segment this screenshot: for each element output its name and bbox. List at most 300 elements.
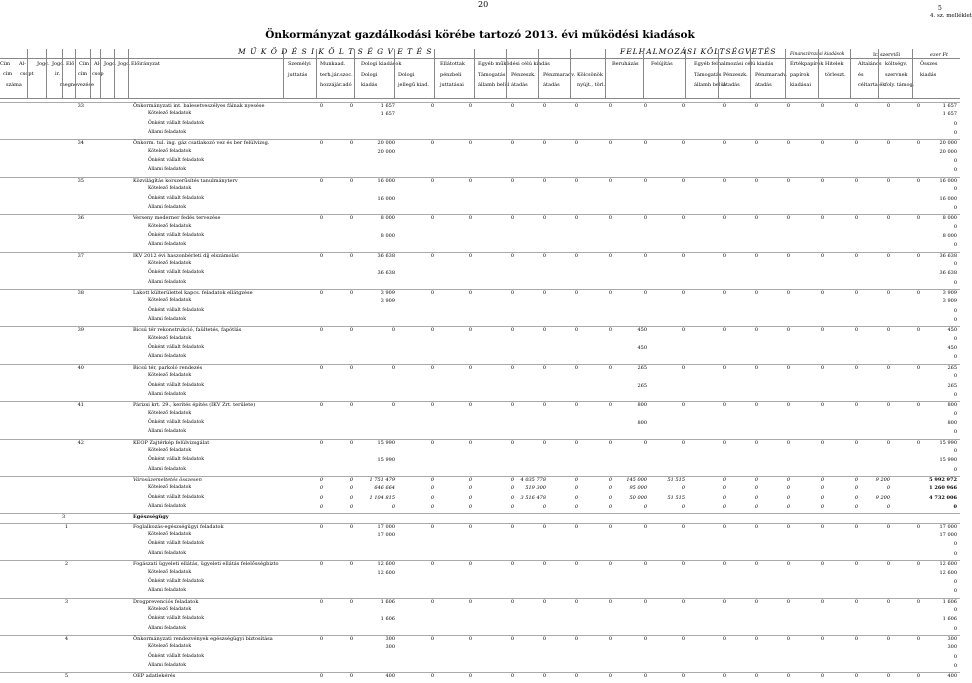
sub-value: 1 606	[380, 616, 395, 623]
row-label: Önkormányzati int. balesetveszélyes fáinak nyesése	[133, 103, 265, 109]
table-cell: 17 000	[377, 523, 395, 530]
sub-value: 8 000	[380, 232, 395, 239]
table-cell: 0	[574, 598, 578, 605]
table-cell: 0	[886, 215, 890, 222]
table-cell: 0	[430, 485, 434, 492]
sub-value: 16 000	[377, 195, 395, 202]
table-cell: 0	[722, 103, 726, 109]
table-cell: 51 515	[667, 477, 685, 483]
table-cell: 0	[722, 485, 726, 492]
table-cell: 0	[468, 673, 472, 680]
header-col-label: terh.jár.szoc.	[320, 71, 353, 78]
table-cell: 0	[574, 364, 578, 371]
sub-label: Állami feladatok	[148, 391, 186, 397]
sub-label: Állami feladatok	[148, 588, 186, 594]
table-cell: 0	[608, 140, 612, 147]
sub-total: 8 000	[942, 232, 957, 239]
sub-label: Kötelező feladatok	[148, 148, 192, 154]
table-row	[0, 616, 960, 625]
table-cell: 0	[510, 598, 514, 605]
row-number: 42	[77, 439, 84, 446]
table-row	[0, 448, 960, 457]
sub-total: 0	[953, 204, 957, 211]
header-left-col: Jogc.	[104, 61, 117, 67]
table-row	[0, 672, 960, 682]
table-cell: 0	[722, 504, 726, 511]
table-cell: 0	[786, 477, 790, 483]
table-cell: 0	[916, 177, 920, 184]
sub-total: 20 000	[939, 148, 957, 155]
sub-total: 0	[953, 130, 957, 137]
table-cell: 0	[786, 177, 790, 184]
table-cell: 0	[319, 494, 323, 501]
table-cell: 0	[886, 561, 890, 568]
sub-total: 36 638	[939, 270, 957, 277]
header-szama: száma	[6, 82, 22, 88]
table-cell: 8 000	[380, 215, 395, 222]
table-cell: 0	[319, 673, 323, 680]
table-cell: 0	[510, 364, 514, 371]
header-col-label: Dologi	[398, 71, 415, 78]
table-cell: 0	[349, 504, 353, 511]
table-cell: 0	[608, 598, 612, 605]
header-col-label: Pénzmaradv.	[755, 71, 788, 78]
table-cell: 0	[430, 402, 434, 409]
table-cell: 51 515	[667, 494, 685, 501]
sub-label: Állami feladatok	[148, 130, 186, 136]
row-label: Drogprevenciós feladatok	[133, 598, 199, 605]
table-cell: 4 035 778	[520, 477, 546, 483]
table-cell: 0	[786, 290, 790, 296]
table-cell: 0	[542, 523, 546, 530]
table-cell: 0	[468, 215, 472, 222]
sub-label: Állami feladatok	[148, 204, 186, 210]
sub-label: Kötelező feladatok	[148, 260, 192, 266]
row-label: Fogászati ügyeleti ellátás, ügyeleti ellátás felelősségbizto	[133, 561, 279, 568]
table-cell: 0	[319, 103, 323, 109]
sub-label: Állami feladatok	[148, 242, 186, 248]
table-cell: 0	[430, 364, 434, 371]
table-cell: 0	[510, 252, 514, 259]
table-cell: 0	[319, 504, 323, 511]
sub-total: 12 600	[939, 569, 957, 576]
table-row	[0, 196, 960, 205]
table-cell: 0	[854, 140, 858, 147]
table-cell: 0	[574, 327, 578, 334]
table-cell: 0	[722, 439, 726, 446]
table-cell: 0	[608, 215, 612, 222]
row-total: 265	[947, 364, 957, 371]
table-cell: 0	[886, 402, 890, 409]
table-cell: 0	[754, 252, 758, 259]
row-label: Önkormányzati rendezvények egészségügyi biztosítása	[133, 635, 273, 642]
header-col-label: Általános	[858, 61, 882, 67]
table-row	[0, 336, 960, 345]
table-cell: 0	[886, 485, 890, 492]
sub-total: 0	[953, 447, 957, 454]
table-cell: 0	[319, 177, 323, 184]
header-col-label: kiadás	[920, 71, 937, 78]
sub-value: 20 000	[377, 148, 395, 155]
table-cell: 0	[916, 290, 920, 296]
sub-total: 265	[947, 382, 957, 389]
table-cell: 0	[681, 523, 685, 530]
table-row	[0, 504, 960, 513]
table-cell: 0	[608, 635, 612, 642]
table-cell: 0	[468, 327, 472, 334]
sub-value: 36 638	[377, 270, 395, 277]
header-col-label: kiadás	[361, 82, 378, 88]
table-cell: 0	[754, 215, 758, 222]
table-cell: 0	[786, 215, 790, 222]
section-number: 3	[62, 514, 66, 521]
sub-total: 3 909	[942, 298, 957, 305]
header-col-label: céltartalék	[858, 82, 886, 88]
table-cell: 0	[820, 103, 824, 109]
table-cell: 0	[349, 140, 353, 147]
row-number: 39	[77, 327, 84, 334]
table-cell: 0	[786, 364, 790, 371]
header-col-label: nyújt., törl.	[577, 82, 606, 88]
table-row	[0, 495, 960, 504]
table-cell: 0	[608, 673, 612, 680]
table-cell: 0	[510, 494, 514, 501]
table-cell: 0	[574, 215, 578, 222]
table-cell: 0	[349, 402, 353, 409]
sub-label: Állami feladatok	[148, 429, 186, 435]
table-cell: 0	[468, 439, 472, 446]
table-cell: 0	[754, 635, 758, 642]
table-cell: 0	[349, 635, 353, 642]
summary-label: Városüzemeltetés összesen	[133, 477, 202, 483]
header-col-label: Munkaad.	[320, 61, 346, 67]
table-cell: 0	[430, 140, 434, 147]
table-cell: 0	[754, 598, 758, 605]
table-cell: 0	[468, 177, 472, 184]
table-cell: 450	[637, 327, 647, 334]
table-cell: 0	[786, 327, 790, 334]
table-row	[0, 186, 960, 195]
table-cell: 0	[916, 103, 920, 109]
table-row	[0, 429, 960, 438]
sub-label: Önként vállalt feladatok	[148, 578, 204, 584]
header-left-col: Előirányzat	[131, 61, 160, 67]
annex-label	[930, 5, 972, 19]
table-cell: 0	[786, 504, 790, 511]
sub-value: 1 657	[380, 111, 395, 118]
annex-number: 5	[938, 5, 942, 12]
row-label: KEOP Zajtérkép felülvizsgálat	[133, 439, 210, 446]
sub-total: 0	[953, 625, 957, 632]
row-number: 1	[64, 523, 68, 530]
table-cell: 0	[608, 252, 612, 259]
sub-total: 0	[953, 410, 957, 417]
table-cell: 0	[542, 177, 546, 184]
row-total: 12 600	[939, 561, 957, 568]
table-cell: 0	[510, 477, 514, 483]
header-left-col2: ir.	[55, 71, 61, 77]
sub-label: Önként vállalt feladatok	[148, 345, 204, 351]
table-row	[0, 532, 960, 541]
sub-total: 16 000	[939, 195, 957, 202]
table-cell: 0	[468, 494, 472, 501]
table-cell: 0	[510, 140, 514, 147]
table-cell: 0	[786, 561, 790, 568]
table-cell: 3 516 478	[520, 494, 546, 501]
table-row	[0, 373, 960, 382]
table-cell: 0	[574, 439, 578, 446]
sub-total: 0	[953, 606, 957, 613]
row-label: Foglalkozás-egészségügyi feladatok	[133, 523, 224, 530]
row-total: 15 990	[939, 439, 957, 446]
table-cell: 0	[754, 177, 758, 184]
table-row	[0, 392, 960, 401]
header-left-col: Jogc.	[52, 61, 65, 67]
header-col-label: juttatásai	[440, 82, 464, 88]
row-label: Párizsi krt. 29., kerítés építés (IKV Zrt. területe)	[133, 402, 256, 409]
row-number: 4	[64, 635, 68, 642]
table-cell: 0	[754, 494, 758, 501]
table-cell: 0	[510, 485, 514, 492]
table-row	[0, 644, 960, 653]
header-col-label: jellegű kiad.	[398, 82, 430, 88]
sub-total: 0	[953, 335, 957, 342]
table-cell: 0	[916, 252, 920, 259]
sub-total: 0	[953, 223, 957, 230]
table-cell: 0	[854, 439, 858, 446]
sub-total: 0	[953, 391, 957, 398]
table-cell: 0	[468, 252, 472, 259]
table-cell: 0	[574, 290, 578, 296]
table-cell: 0	[643, 103, 647, 109]
sub-total: 0	[953, 504, 957, 511]
table-cell: 0	[574, 561, 578, 568]
table-cell: 0	[786, 140, 790, 147]
table-cell: 0	[820, 598, 824, 605]
sub-label: Állami feladatok	[148, 550, 186, 556]
table-cell: 0	[391, 364, 395, 371]
sub-total: 0	[953, 186, 957, 193]
table-cell: 0	[681, 635, 685, 642]
table-cell: 0	[820, 673, 824, 680]
table-cell: 0	[916, 140, 920, 147]
table-cell: 0	[510, 177, 514, 184]
header-col-label: kiadásai	[790, 82, 811, 88]
table-cell: 0	[608, 477, 612, 483]
table-cell: 0	[430, 327, 434, 334]
table-cell: 0	[916, 598, 920, 605]
table-cell: 0	[510, 504, 514, 511]
table-cell: 0	[854, 494, 858, 501]
row-label: Bicsú tér rekonstrukció, faültetés, fapótlás	[133, 327, 242, 334]
header-col-label: Személyi	[288, 61, 311, 67]
table-cell: 0	[608, 177, 612, 184]
table-cell: 0	[643, 635, 647, 642]
row-total: 1 657	[942, 103, 957, 109]
table-cell: 0	[681, 140, 685, 147]
header-col-label: Pénzeszk.	[511, 71, 536, 78]
table-cell: 0	[820, 561, 824, 568]
table-cell: 0	[820, 364, 824, 371]
table-row	[0, 626, 960, 635]
table-row	[0, 280, 960, 289]
table-cell: 0	[349, 523, 353, 530]
table-cell: 0	[854, 252, 858, 259]
table-cell: 0	[510, 215, 514, 222]
table-cell: 0	[643, 561, 647, 568]
table-row	[0, 121, 960, 130]
header-col-label: Egyéb felhalmozási célú kiadás	[694, 61, 774, 67]
row-number: 40	[77, 364, 84, 371]
table-row	[0, 111, 960, 120]
table-cell: 0	[574, 177, 578, 184]
table-row	[0, 270, 960, 279]
header-col-label: papírok	[790, 71, 810, 78]
table-cell: 145 000	[626, 477, 647, 483]
table-cell: 0	[886, 364, 890, 371]
table-cell: 0	[319, 327, 323, 334]
row-total: 3 909	[942, 290, 957, 296]
table-cell: 36 638	[377, 252, 395, 259]
table-cell: 0	[854, 485, 858, 492]
sub-label: Kötelező feladatok	[148, 335, 192, 341]
table-cell: 0	[820, 485, 824, 492]
table-cell: 0	[510, 635, 514, 642]
sub-label: Kötelező feladatok	[148, 447, 192, 453]
table-cell: 0	[854, 327, 858, 334]
table-cell: 0	[916, 215, 920, 222]
summary-total: 5 992 972	[929, 477, 957, 483]
table-cell: 0	[574, 103, 578, 109]
row-label: IKV 2012 évi haszonbérleti díj elszámolás	[133, 252, 239, 259]
table-cell: 0	[349, 485, 353, 492]
table-cell: 0	[722, 598, 726, 605]
table-cell: 0	[430, 504, 434, 511]
table-cell: 0	[886, 598, 890, 605]
table-cell: 0	[319, 215, 323, 222]
sub-total: 0	[953, 541, 957, 548]
table-cell: 0	[542, 103, 546, 109]
header-megnevezese: megnevezése	[60, 82, 94, 88]
table-cell: 0	[681, 402, 685, 409]
row-number: 36	[77, 215, 84, 222]
table-cell: 95 000	[629, 485, 647, 492]
table-row	[0, 158, 960, 167]
table-cell: 0	[349, 598, 353, 605]
table-cell: 3 909	[380, 290, 395, 296]
table-cell: 0	[643, 290, 647, 296]
table-cell: 0	[430, 477, 434, 483]
header-col-label: átadás	[755, 82, 772, 88]
table-cell: 0	[468, 140, 472, 147]
header-col-label: államh belül	[478, 82, 510, 88]
row-total: 17 000	[939, 523, 957, 530]
row-total: 300	[947, 635, 957, 642]
header-left-col: Cím	[0, 61, 11, 67]
table-cell: 0	[643, 215, 647, 222]
header-col-label: Kölcsönök	[577, 71, 603, 78]
table-cell: 0	[854, 504, 858, 511]
sub-total: 0	[953, 158, 957, 165]
table-cell: 0	[643, 252, 647, 259]
table-cell: 0	[319, 635, 323, 642]
table-cell: 0	[786, 673, 790, 680]
table-cell: 0	[820, 523, 824, 530]
table-cell: 300	[385, 635, 395, 642]
sub-label: Kötelező feladatok	[148, 373, 192, 379]
table-cell: 0	[854, 290, 858, 296]
sub-label: Kötelező feladatok	[148, 410, 192, 416]
table-row	[0, 485, 960, 494]
table-cell: 0	[886, 523, 890, 530]
table-cell: 0	[468, 561, 472, 568]
table-cell: 0	[854, 177, 858, 184]
header-col-label: Beruházás	[612, 61, 639, 67]
table-cell: 0	[349, 327, 353, 334]
table-cell: 0	[681, 439, 685, 446]
table-cell: 0	[681, 103, 685, 109]
sub-label: Önként vállalt feladatok	[148, 457, 204, 463]
sub-label: Állami feladatok	[148, 625, 186, 631]
table-row	[0, 663, 960, 672]
sub-label: Kötelező feladatok	[148, 644, 192, 650]
sub-value: 17 000	[377, 532, 395, 539]
table-row	[0, 654, 960, 663]
table-cell: 0	[542, 252, 546, 259]
table-cell: 0	[820, 504, 824, 511]
table-cell: 0	[916, 439, 920, 446]
row-label: OEP adatlekérés	[133, 673, 176, 680]
table-cell: 0	[643, 523, 647, 530]
table-cell: 265	[637, 364, 647, 371]
table-cell: 0	[608, 494, 612, 501]
table-cell: 0	[349, 561, 353, 568]
sub-total: 0	[953, 242, 957, 249]
table-cell: 0	[643, 140, 647, 147]
header-col-label: átadás	[543, 82, 560, 88]
table-row	[0, 167, 960, 176]
table-cell: 0	[916, 402, 920, 409]
table-cell: 0	[786, 103, 790, 109]
table-row	[0, 233, 960, 242]
table-cell: 0	[854, 477, 858, 483]
sub-label: Állami feladatok	[148, 279, 186, 285]
table-cell: 0	[349, 477, 353, 483]
table-cell: 0	[574, 504, 578, 511]
table-cell: 0	[754, 140, 758, 147]
table-cell: 0	[542, 635, 546, 642]
table-row	[0, 298, 960, 307]
row-number: 2	[64, 561, 68, 568]
table-cell: 0	[916, 364, 920, 371]
table-cell: 0	[786, 439, 790, 446]
sub-total: 0	[953, 663, 957, 669]
table-cell: 0	[681, 177, 685, 184]
table-cell: 0	[391, 402, 395, 409]
table-cell: 0	[430, 252, 434, 259]
table-cell: 0	[754, 477, 758, 483]
annex-text: 4. sz. melléklet	[930, 13, 972, 19]
table-cell: 0	[542, 504, 546, 511]
sub-value: 12 600	[377, 569, 395, 576]
table-cell: 0	[319, 561, 323, 568]
sub-label: Önként vállalt feladatok	[148, 232, 204, 238]
table-cell: 0	[349, 439, 353, 446]
table-cell: 0	[754, 504, 758, 511]
sub-total: 0	[953, 279, 957, 286]
table-cell: 20 000	[377, 140, 395, 147]
table-cell: 0	[349, 364, 353, 371]
